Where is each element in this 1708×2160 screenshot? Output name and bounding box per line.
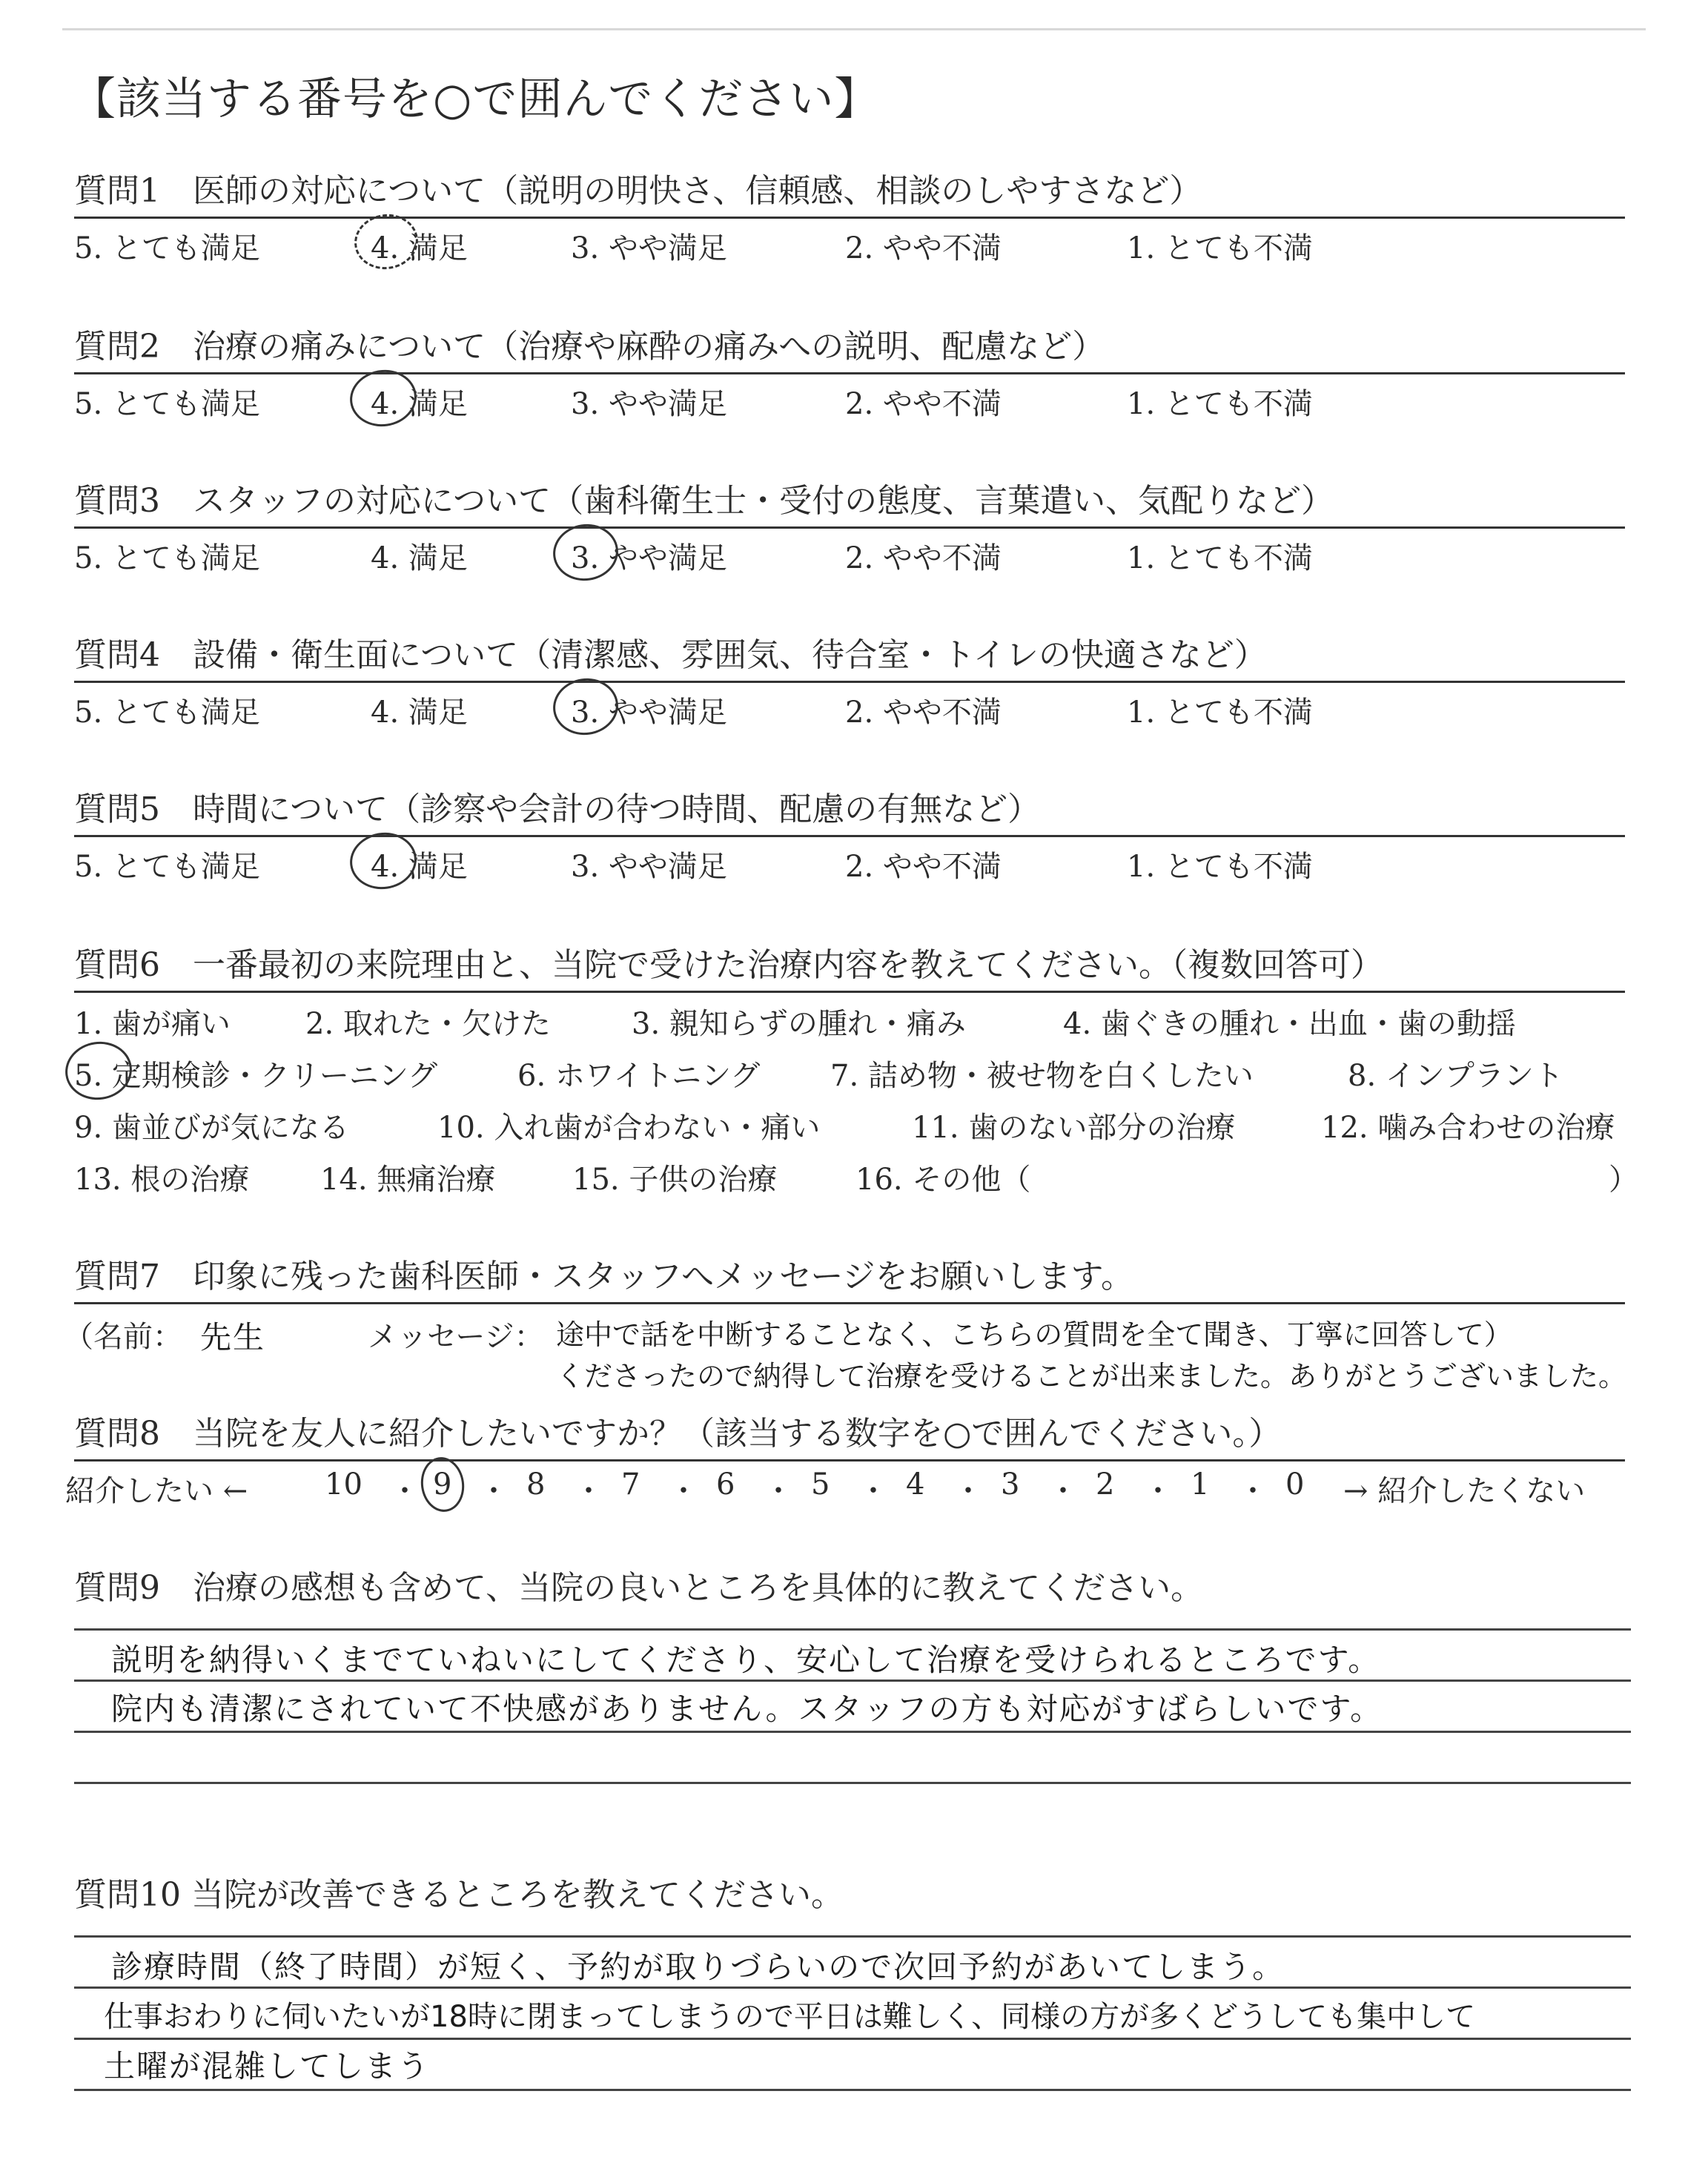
q6-option-13[interactable]: 13. 根の治療: [74, 1163, 250, 1197]
q6-option-7[interactable]: 7. 詰め物・被せ物を白くしたい: [830, 1059, 1254, 1093]
question-1-title: 質問1 医師の対応について（説明の明快さ、信頼感、相談のしやすさなど）: [74, 172, 1202, 210]
q10-answer-line-1[interactable]: 診療時間（終了時間）が短く、予約が取りづらいので次回予約があいてしまう。: [111, 1949, 1285, 1985]
question-5-options: [74, 837, 1625, 884]
q8-scale-5[interactable]: 5: [811, 1467, 830, 1502]
q7-name-value[interactable]: 先生: [200, 1319, 266, 1355]
q1-option-4[interactable]: 4. 満足: [371, 231, 468, 265]
q8-scale-1[interactable]: 1: [1191, 1467, 1210, 1502]
q3-option-5[interactable]: 5. とても満足: [74, 541, 260, 575]
q8-scale-8[interactable]: 8: [526, 1467, 546, 1502]
q3-option-1[interactable]: 1. とても不満: [1127, 541, 1313, 575]
q7-message-label: メッセージ：: [368, 1320, 544, 1354]
question-3-options: [74, 529, 1625, 575]
q10-answer-line-2[interactable]: 仕事おわりに伺いたいが18時に閉まってしまうので平日は難しく、同様の方が多くどうしても集中して: [104, 2000, 1476, 2034]
question-2-title: 質問2 治療の痛みについて（治療や麻酔の痛みへの説明、配慮など）: [74, 328, 1105, 366]
question-4-title: 質問4 設備・衛生面について（清潔感、雰囲気、待合室・トイレの快適さなど）: [74, 636, 1267, 674]
q8-left-label: 紹介したい ←: [65, 1474, 248, 1508]
q6-option-9[interactable]: 9. 歯並びが気になる: [74, 1111, 349, 1145]
q2-option-2[interactable]: 2. やや不満: [845, 387, 1002, 421]
q6-option-10[interactable]: 10. 入れ歯が合わない・痛い: [437, 1111, 821, 1145]
q5-option-1[interactable]: 1. とても不満: [1127, 850, 1313, 884]
question-8-title: 質問8 当院を友人に紹介したいですか？（該当する数字を○で囲んでください。）: [74, 1415, 1282, 1453]
q4-option-2[interactable]: 2. やや不満: [845, 696, 1002, 730]
question-8: [65, 1412, 1625, 1508]
answer-line: [74, 2089, 1631, 2140]
q6-option-14[interactable]: 14. 無痛治療: [320, 1163, 496, 1197]
question-6-title: 質問6 一番最初の来院理由と、当院で受けた治療内容を教えてください。（複数回答可）: [74, 946, 1383, 984]
q1-option-5[interactable]: 5. とても満足: [74, 231, 260, 265]
top-border: [62, 28, 1646, 30]
q8-scale-9[interactable]: 9: [433, 1467, 452, 1502]
question-4-options: [74, 683, 1625, 730]
question-7: [64, 1255, 1627, 1393]
question-7-title: 質問7 印象に残った歯科医師・スタッフへメッセージをお願いします。: [74, 1258, 1133, 1295]
question-3: [74, 479, 1625, 575]
answer-line: [74, 1731, 1631, 1782]
q8-dot: ・: [1143, 1474, 1173, 1508]
question-4: [74, 633, 1625, 730]
q6-option-1[interactable]: 1. 歯が痛い: [74, 1007, 231, 1041]
page-title: 【該当する番号を○で囲んでください】: [71, 73, 880, 125]
question-6-options: [74, 993, 1638, 1200]
q5-option-4[interactable]: 4. 満足: [371, 850, 468, 884]
question-2: [74, 325, 1625, 421]
q8-dot: ・: [1238, 1474, 1268, 1508]
q6-option-15[interactable]: 15. 子供の治療: [572, 1163, 778, 1197]
q6-option-12[interactable]: 12. 噛み合わせの治療: [1321, 1111, 1615, 1145]
q5-option-3[interactable]: 3. やや満足: [571, 850, 727, 884]
question-5-title: 質問5 時間について（診察や会計の待つ時間、配慮の有無など）: [74, 790, 1041, 828]
question-6: [74, 943, 1638, 1200]
q8-dot: ・: [390, 1474, 420, 1508]
q3-option-3[interactable]: 3. やや満足: [571, 541, 727, 575]
question-2-options: [74, 374, 1625, 421]
q2-option-3[interactable]: 3. やや満足: [571, 387, 727, 421]
q8-scale-10[interactable]: 10: [325, 1467, 363, 1502]
q4-option-1[interactable]: 1. とても不満: [1127, 696, 1313, 730]
q7-message-line-1[interactable]: 途中で話を中断することなく、こちらの質問を全て聞き、丁寧に回答して）: [556, 1318, 1512, 1351]
q6-option-3[interactable]: 3. 親知らずの腫れ・痛み: [632, 1007, 966, 1041]
q7-message-line-2[interactable]: くださったので納得して治療を受けることが出来ました。ありがとうございました。: [556, 1360, 1627, 1393]
q6-option-8[interactable]: 8. インプラント: [1348, 1059, 1563, 1093]
question-7-answer: [64, 1304, 1627, 1393]
q1-option-1[interactable]: 1. とても不満: [1127, 231, 1313, 265]
q4-option-5[interactable]: 5. とても満足: [74, 696, 260, 730]
q3-option-2[interactable]: 2. やや不満: [845, 541, 1002, 575]
q6-option-16-close: ）: [1609, 1163, 1638, 1197]
question-10: [74, 1873, 1625, 1918]
q7-name-label: （名前：: [64, 1320, 182, 1354]
q2-option-4[interactable]: 4. 満足: [371, 387, 468, 421]
question-9: [74, 1566, 1625, 1611]
q2-option-1[interactable]: 1. とても不満: [1127, 387, 1313, 421]
q8-scale-7[interactable]: 7: [621, 1467, 640, 1502]
q6-option-5[interactable]: 5. 定期検診・クリーニング: [74, 1059, 438, 1093]
q1-option-3[interactable]: 3. やや満足: [571, 231, 727, 265]
q5-option-2[interactable]: 2. やや不満: [845, 850, 1002, 884]
q10-answer-line-3[interactable]: 土曜が混雑してしまう: [104, 2048, 431, 2084]
q3-option-4[interactable]: 4. 満足: [371, 541, 468, 575]
q8-dot: ・: [574, 1474, 603, 1508]
question-9-title: 質問9 治療の感想も含めて、当院の良いところを具体的に教えてください。: [74, 1569, 1204, 1607]
q8-right-label: → 紹介したくない: [1343, 1474, 1586, 1508]
q4-option-3[interactable]: 3. やや満足: [571, 696, 727, 730]
q8-dot: ・: [764, 1474, 793, 1508]
q8-scale-3[interactable]: 3: [1001, 1467, 1020, 1502]
q5-option-5[interactable]: 5. とても満足: [74, 850, 260, 884]
question-3-title: 質問3 スタッフの対応について（歯科衛生士・受付の態度、言葉遣い、気配りなど）: [74, 482, 1334, 520]
question-5: [74, 787, 1625, 884]
q1-option-2[interactable]: 2. やや不満: [845, 231, 1002, 265]
question-8-scale: [65, 1462, 1625, 1508]
q6-option-16[interactable]: 16. その他（: [855, 1163, 1031, 1197]
q9-answer-line-1[interactable]: 説明を納得いくまでていねいにしてくださり、安心して治療を受けられるところです。: [111, 1642, 1381, 1678]
q8-scale-4[interactable]: 4: [906, 1467, 925, 1502]
q6-option-4[interactable]: 4. 歯ぐきの腫れ・出血・歯の動揺: [1063, 1007, 1516, 1041]
question-10-title: 質問10 当院が改善できるところを教えてください。: [74, 1876, 844, 1914]
q8-scale-2[interactable]: 2: [1096, 1467, 1115, 1502]
q8-dot: ・: [1048, 1474, 1078, 1508]
q8-scale-0[interactable]: 0: [1285, 1467, 1305, 1502]
q6-option-6[interactable]: 6. ホワイトニング: [517, 1059, 761, 1093]
q8-dot: ・: [669, 1474, 698, 1508]
q8-scale-6[interactable]: 6: [716, 1467, 735, 1502]
answer-line: [74, 1782, 1631, 1833]
q6-option-11[interactable]: 11. 歯のない部分の治療: [912, 1111, 1236, 1145]
q6-option-2[interactable]: 2. 取れた・欠けた: [305, 1007, 551, 1041]
q8-dot: ・: [858, 1474, 888, 1508]
q8-dot: ・: [479, 1474, 509, 1508]
q9-answer-line-2[interactable]: 院内も清潔にされていて不快感がありません。スタッフの方も対応がすばらしいです。: [111, 1691, 1383, 1727]
q2-option-5[interactable]: 5. とても満足: [74, 387, 260, 421]
q4-option-4[interactable]: 4. 満足: [371, 696, 468, 730]
question-1-options: [74, 219, 1625, 265]
question-1: [74, 169, 1625, 265]
q8-dot: ・: [953, 1474, 983, 1508]
